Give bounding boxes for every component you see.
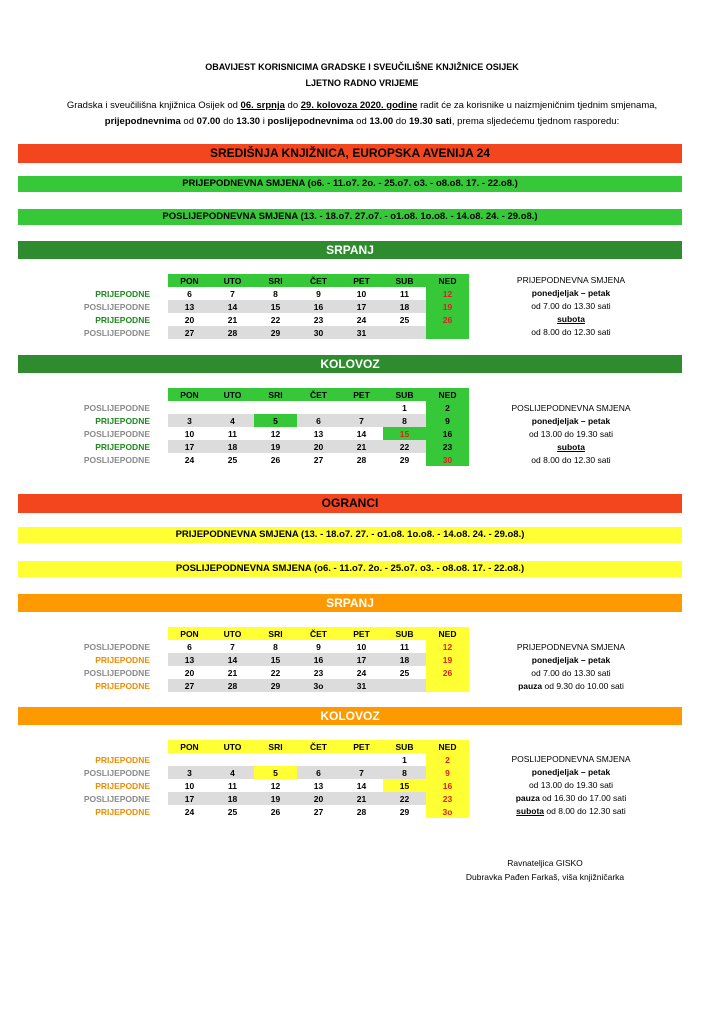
table-row xyxy=(22,766,469,779)
day-cell: 9 xyxy=(426,414,469,427)
shift-label: PRIJEPODNE xyxy=(95,441,150,452)
table-row xyxy=(22,640,469,653)
shift-label: PRIJEPODNE xyxy=(95,780,150,791)
day-cell: 18 xyxy=(211,440,254,453)
day-cell: 15 xyxy=(254,300,297,313)
shift-label: PRIJEPODNE xyxy=(95,288,150,299)
day-cell: 3o xyxy=(297,679,340,692)
day-cell: 12 xyxy=(270,780,281,791)
day-cell: 12 xyxy=(426,287,469,300)
shift-label: POSLIJEPODNE xyxy=(83,428,150,439)
day-cell: 5 xyxy=(254,766,297,779)
day-cell: 10 xyxy=(184,780,195,791)
day-cell: 7 xyxy=(230,288,235,299)
day-header: SRI xyxy=(254,627,297,640)
day-cell: 21 xyxy=(227,314,238,325)
day-cell: 17 xyxy=(168,440,211,453)
central-august-title: KOLOVOZ xyxy=(18,355,682,373)
branches-august-title: KOLOVOZ xyxy=(18,707,682,725)
day-cell: 31 xyxy=(340,326,383,339)
day-cell: 25 xyxy=(227,806,238,817)
day-cell: 28 xyxy=(356,454,367,465)
day-cell: 13 xyxy=(313,428,324,439)
day-cell: 17 xyxy=(340,300,383,313)
shift-label: POSLIJEPODNE xyxy=(83,327,150,338)
day-cell: 19 xyxy=(426,300,469,313)
day-cell xyxy=(383,326,426,339)
day-cell: 11 xyxy=(400,288,409,299)
shift-label: POSLIJEPODNE xyxy=(83,667,150,678)
day-cell: 30 xyxy=(426,453,469,466)
day-cell: 23 xyxy=(313,314,324,325)
day-cell: 8 xyxy=(273,641,278,652)
day-header: SUB xyxy=(383,740,426,753)
day-cell: 27 xyxy=(168,326,211,339)
shift-label: PRIJEPODNE xyxy=(95,806,150,817)
day-header: PET xyxy=(340,740,383,753)
day-cell: 14 xyxy=(211,653,254,666)
day-cell: 10 xyxy=(356,288,367,299)
day-header: NED xyxy=(426,388,469,401)
day-cell: 26 xyxy=(270,806,281,817)
day-cell: 3 xyxy=(168,414,211,427)
central-july-title: SRPANJ xyxy=(18,241,682,259)
day-cell: 16 xyxy=(426,779,469,792)
day-cell: 12 xyxy=(426,640,469,653)
intro-text: Gradska i sveučilišna knjižnica Osijek od 06. srpnja do 29. kolovoza 2020. godine radit će za korisnike u naizmjeničnim tjednim smjenama, prijepodnevnima od 07.00 do 13.30 i poslijepodnevnima od 13.00 do 19.30 sati, prema sljedećemu tjednom rasporedu: xyxy=(66,100,658,127)
central-july-info: PRIJEPODNEVNA SMJENA ponedjeljak – petak od 7.00 do 13.30 sati subota od 8.00 do 12.30 sati xyxy=(516,275,626,337)
table-row xyxy=(22,414,469,427)
day-cell: 27 xyxy=(313,806,324,817)
day-cell: 20 xyxy=(184,314,195,325)
day-cell: 26 xyxy=(270,454,281,465)
day-cell: 17 xyxy=(168,792,211,805)
shift-label: POSLIJEPODNE xyxy=(83,454,150,465)
central-afternoon-shift: POSLIJEPODNEVNA SMJENA (13. - 18.o7. 27.o7. - o1.o8. 1o.o8. - 14.o8. 24. - 29.o8.) xyxy=(18,209,682,225)
day-cell: 15 xyxy=(254,653,297,666)
table-row xyxy=(22,666,469,679)
table-row xyxy=(22,753,469,766)
branches-august-info: POSLIJEPODNEVNA SMJENA ponedjeljak – petak od 13.00 do 19.30 sati pauza od 16.30 do 17.00 sati subota od 8.00 do 12.30 sati xyxy=(511,754,631,816)
day-cell: 6 xyxy=(187,288,192,299)
day-cell xyxy=(383,679,426,692)
page-title: OBAVIJEST KORISNICIMA GRADSKE I SVEUČILIŠNE KNJIŽNICE OSIJEK xyxy=(205,62,519,72)
day-cell: 4 xyxy=(211,414,254,427)
day-header: ČET xyxy=(297,740,340,753)
day-cell xyxy=(254,753,297,766)
day-cell: 11 xyxy=(228,780,237,791)
day-cell: 13 xyxy=(168,653,211,666)
shift-label: PRIJEPODNE xyxy=(95,314,150,325)
day-cell: 26 xyxy=(426,666,469,679)
day-cell: 10 xyxy=(184,428,195,439)
day-cell: 3 xyxy=(168,766,211,779)
branches-july-calendar xyxy=(22,627,469,692)
day-cell: 24 xyxy=(184,806,195,817)
day-header: UTO xyxy=(211,627,254,640)
day-cell: 29 xyxy=(399,806,410,817)
day-cell: 19 xyxy=(254,440,297,453)
branches-august-calendar xyxy=(22,740,469,818)
shift-label: POSLIJEPODNE xyxy=(83,301,150,312)
day-cell: 1 xyxy=(402,402,407,413)
signature-block: Ravnateljica GISKO Dubravka Pađen Farkaš, viša knjižničarka xyxy=(465,858,625,882)
day-cell: 9 xyxy=(426,766,469,779)
day-cell xyxy=(297,401,340,414)
day-header: UTO xyxy=(211,740,254,753)
table-row xyxy=(22,427,469,440)
day-cell: 20 xyxy=(184,667,195,678)
day-cell: 18 xyxy=(383,653,426,666)
day-cell: 25 xyxy=(399,314,410,325)
day-cell xyxy=(168,753,211,766)
day-header: PON xyxy=(168,627,211,640)
shift-label: POSLIJEPODNE xyxy=(83,402,150,413)
central-july-calendar xyxy=(22,274,469,339)
shift-label: PRIJEPODNE xyxy=(95,680,150,691)
day-header: PON xyxy=(168,274,211,287)
shift-label: PRIJEPODNE xyxy=(95,415,150,426)
branches-july-info: PRIJEPODNEVNA SMJENA ponedjeljak – petak od 7.00 do 13.30 sati pauza od 9.30 do 10.00 sati xyxy=(516,642,626,691)
day-cell: 24 xyxy=(356,314,367,325)
day-cell: 14 xyxy=(211,300,254,313)
day-header: PET xyxy=(340,274,383,287)
day-cell xyxy=(340,753,383,766)
page-subtitle: LJETNO RADNO VRIJEME xyxy=(305,78,419,88)
day-cell: 28 xyxy=(211,326,254,339)
day-cell: 26 xyxy=(426,313,469,326)
shift-label: POSLIJEPODNE xyxy=(83,767,150,778)
day-cell: 29 xyxy=(254,679,297,692)
day-cell: 12 xyxy=(270,428,281,439)
day-cell xyxy=(168,401,211,414)
day-cell: 14 xyxy=(356,780,367,791)
day-cell: 6 xyxy=(187,641,192,652)
day-header: ČET xyxy=(297,274,340,287)
day-cell: 10 xyxy=(356,641,367,652)
day-cell: 15 xyxy=(383,779,426,792)
day-cell: 8 xyxy=(383,766,426,779)
day-cell xyxy=(426,679,469,692)
branches-july-title: SRPANJ xyxy=(18,594,682,612)
day-cell: 16 xyxy=(297,300,340,313)
central-morning-shift: PRIJEPODNEVNA SMJENA (o6. - 11.o7. 2o. - 25.o7. o3. - o8.o8. 17. - 22.o8.) xyxy=(18,176,682,192)
day-cell xyxy=(211,753,254,766)
central-library-title: SREDIŠNJA KNJIŽNICA, EUROPSKA AVENIJA 24 xyxy=(18,144,682,163)
day-cell: 28 xyxy=(356,806,367,817)
day-header: NED xyxy=(426,740,469,753)
central-august-info: POSLIJEPODNEVNA SMJENA ponedjeljak – petak od 13.00 do 19.30 sati subota od 8.00 do 12.30 sati xyxy=(511,403,631,465)
day-cell: 31 xyxy=(340,679,383,692)
day-cell: 7 xyxy=(340,414,383,427)
day-cell: 6 xyxy=(297,414,340,427)
day-cell: 18 xyxy=(383,300,426,313)
day-header: SRI xyxy=(254,388,297,401)
day-cell xyxy=(426,326,469,339)
day-cell xyxy=(254,401,297,414)
day-cell: 9 xyxy=(316,641,321,652)
branches-afternoon-shift: POSLIJEPODNEVNA SMJENA (o6. - 11.o7. 2o. - 25.o7. o3. - o8.o8. 17. - 22.o8.) xyxy=(18,561,682,577)
day-cell: 22 xyxy=(270,667,281,678)
day-cell: 17 xyxy=(340,653,383,666)
day-cell: 28 xyxy=(211,679,254,692)
branches-morning-shift: PRIJEPODNEVNA SMJENA (13. - 18.o7. 27. - o1.o8. 1o.o8. - 14.o8. 24. - 29.o8.) xyxy=(18,527,682,543)
table-row xyxy=(22,287,469,300)
table-row xyxy=(22,679,469,692)
table-row xyxy=(22,792,469,805)
table-row xyxy=(22,313,469,326)
day-cell: 24 xyxy=(356,667,367,678)
day-cell: 7 xyxy=(230,641,235,652)
day-cell: 8 xyxy=(383,414,426,427)
day-header: SUB xyxy=(383,627,426,640)
table-row xyxy=(22,653,469,666)
day-header: PET xyxy=(340,388,383,401)
day-cell: 16 xyxy=(426,427,469,440)
day-cell: 23 xyxy=(426,792,469,805)
day-header: PET xyxy=(340,627,383,640)
table-row xyxy=(22,440,469,453)
day-cell: 29 xyxy=(399,454,410,465)
day-cell: 11 xyxy=(228,428,237,439)
table-row xyxy=(22,401,469,414)
day-cell: 5 xyxy=(254,414,297,427)
day-cell: 22 xyxy=(383,792,426,805)
day-cell: 22 xyxy=(270,314,281,325)
day-cell: 27 xyxy=(168,679,211,692)
day-cell: 2 xyxy=(426,753,469,766)
day-cell: 20 xyxy=(297,440,340,453)
day-header: PON xyxy=(168,388,211,401)
day-cell: 23 xyxy=(426,440,469,453)
day-cell: 21 xyxy=(227,667,238,678)
day-cell: 24 xyxy=(184,454,195,465)
day-header: SRI xyxy=(254,274,297,287)
day-cell: 14 xyxy=(356,428,367,439)
day-cell: 2 xyxy=(426,401,469,414)
day-cell: 18 xyxy=(211,792,254,805)
day-cell: 1 xyxy=(402,754,407,765)
day-cell xyxy=(340,401,383,414)
day-cell: 4 xyxy=(211,766,254,779)
day-cell xyxy=(211,401,254,414)
day-cell: 13 xyxy=(313,780,324,791)
day-cell: 20 xyxy=(297,792,340,805)
day-cell: 9 xyxy=(316,288,321,299)
shift-label: PRIJEPODNE xyxy=(95,754,150,765)
day-header: SUB xyxy=(383,274,426,287)
table-row xyxy=(22,453,469,466)
shift-label: POSLIJEPODNE xyxy=(83,641,150,652)
day-cell xyxy=(297,753,340,766)
day-cell: 6 xyxy=(297,766,340,779)
day-header: NED xyxy=(426,274,469,287)
day-cell: 15 xyxy=(383,427,426,440)
day-cell: 13 xyxy=(168,300,211,313)
day-header: UTO xyxy=(211,388,254,401)
day-cell: 19 xyxy=(254,792,297,805)
day-header: ČET xyxy=(297,627,340,640)
day-header: SRI xyxy=(254,740,297,753)
day-cell: 27 xyxy=(313,454,324,465)
table-row xyxy=(22,326,469,339)
day-cell: 25 xyxy=(227,454,238,465)
day-header: UTO xyxy=(211,274,254,287)
day-cell: 21 xyxy=(340,440,383,453)
shift-label: PRIJEPODNE xyxy=(95,654,150,665)
day-cell: 21 xyxy=(340,792,383,805)
day-cell: 25 xyxy=(399,667,410,678)
day-header: PON xyxy=(168,740,211,753)
table-row xyxy=(22,805,469,818)
day-cell: 16 xyxy=(297,653,340,666)
table-row xyxy=(22,300,469,313)
day-cell: 3o xyxy=(426,805,469,818)
day-header: NED xyxy=(426,627,469,640)
day-cell: 23 xyxy=(313,667,324,678)
day-cell: 30 xyxy=(297,326,340,339)
day-cell: 8 xyxy=(273,288,278,299)
day-header: SUB xyxy=(383,388,426,401)
branches-title: OGRANCI xyxy=(18,494,682,513)
table-row xyxy=(22,779,469,792)
shift-label: POSLIJEPODNE xyxy=(83,793,150,804)
day-cell: 11 xyxy=(400,641,409,652)
day-cell: 22 xyxy=(383,440,426,453)
day-cell: 19 xyxy=(426,653,469,666)
day-header: ČET xyxy=(297,388,340,401)
day-cell: 7 xyxy=(340,766,383,779)
central-august-calendar xyxy=(22,388,469,466)
day-cell: 29 xyxy=(254,326,297,339)
